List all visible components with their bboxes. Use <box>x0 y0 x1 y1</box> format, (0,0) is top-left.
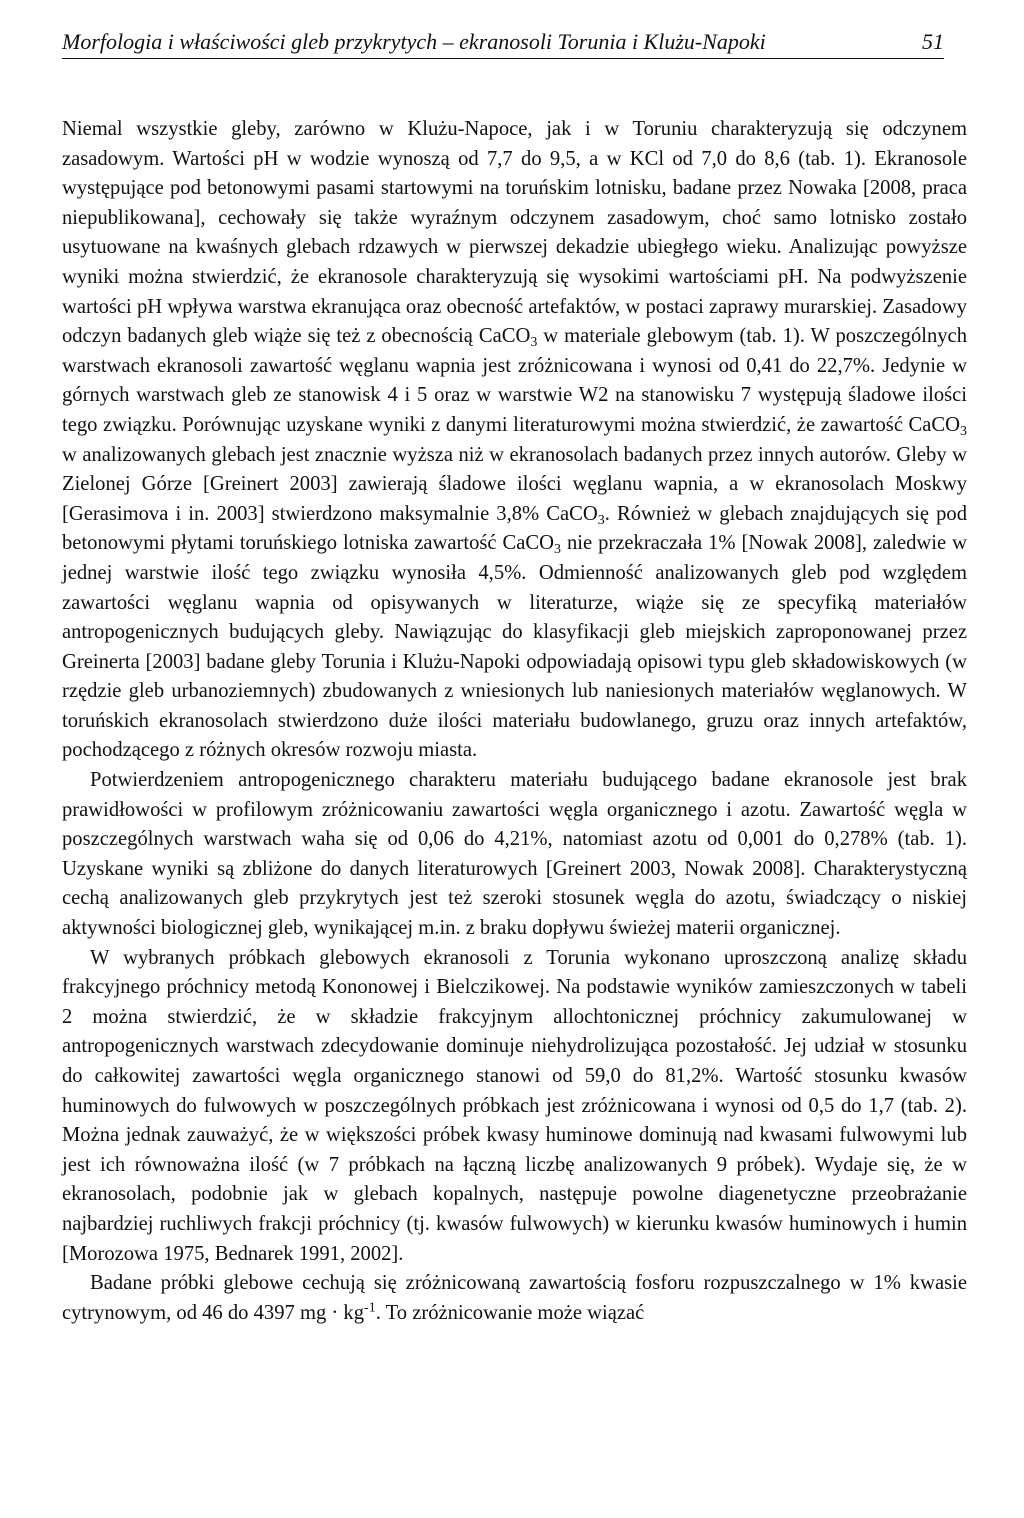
text-segment: w analizowanych glebach jest znacznie wyższa niż w ekranosolach badanych przez innych autorów. Gleby w Zielonej Górze [Greinert 2003] zawierają śladowe ilości węglanu wapnia, a w ekranosolach Moskwy [Gerasimova i in. 2003] stwierdzono maksymalnie 3,8% CaCO <box>62 443 967 525</box>
text-segment: Badane próbki glebowe cechują się zróżnicowaną zawartością fosforu rozpuszczalnego w 1% kwasie cytrynowym, od 46 do 4397 mg · kg <box>62 1272 967 1324</box>
subscript: 3 <box>530 335 538 351</box>
document-page <box>62 28 967 1498</box>
running-title: Morfologia i właściwości gleb przykrytych – ekranosoli Torunia i Klużu-Napoki <box>62 29 766 54</box>
subscript: 3 <box>554 542 561 558</box>
text-segment: Potwierdzeniem antropogenicznego charakteru materiału budującego badane ekranosole jest brak prawidłowości w profilowym zróżnicowaniu zawartości węgla organicznego i azotu. Zawartość węgla w poszczególnych warstwach waha się od 0,06 do 4,21%, natomiast azotu od 0,001 do 0,278% (tab. 1). Uzyskane wyniki są zbliżone do danych literaturowych [Greinert 2003, Nowak 2008]. Charakterystyczną cechą analizowanych gleb przykrytych jest też szeroki stosunek węgla do azotu, świadczący o niskiej aktywności biologicznej gleb, wynikającej m.in. z braku dopływu świeżej materii organicznej. <box>62 769 967 940</box>
text-segment: W wybranych próbkach glebowych ekranosoli z Torunia wykonano uproszczoną analizę składu frakcyjnego próchnicy metodą Kononowej i Bielczikowej. Na podstawie wyników zamieszczonych w tabeli 2 można stwierdzić, że w składzie frakcyjnym allochtonicznej próchnicy zakumulowanej w antropogenicznych warstwach zdecydowanie dominuje niehydrolizująca pozostałość. Jej udział w stosunku do całkowitej zawartości węgla organicznego stanowi od 59,0 do 81,2%. Wartość stosunku kwasów huminowych do fulwowych w poszczególnych próbkach jest zróżnicowana i wynosi od 0,5 do 1,7 (tab. 2). Można jednak zauważyć, że w większości próbek kwasy huminowe dominują nad kwasami fulwowymi lub jest ich równoważna ilość (w 7 próbkach na łączną liczbę analizowanych 9 próbek). Wydaje się, że w ekranosolach, podobnie jak w glebach kopalnych, następuje powolne diagenetyczne przeobrażanie najbardziej ruchliwych frakcji próchnicy (tj. kwasów fulwowych) w kierunku kwasów huminowych i humin [Morozowa 1975, Bednarek 1991, 2002]. <box>62 946 967 1265</box>
text-segment: . To zróżnicowanie może wiązać <box>375 1301 645 1324</box>
running-header <box>62 28 944 59</box>
paragraph-2 <box>62 766 967 944</box>
page-number: 51 <box>922 29 944 54</box>
body-text <box>62 115 967 1328</box>
paragraph-1 <box>62 115 967 766</box>
text-segment: Niemal wszystkie gleby, zarówno w Klużu-Napoce, jak i w Toruniu charakteryzują się odczynem zasadowym. Wartości pH w wodzie wynoszą od 7,7 do 9,5, a w KCl od 7,0 do 8,6 (tab. 1). Ekranosole występujące pod betonowymi pasami startowymi na toruńskim lotnisku, badane przez Nowaka [2008, praca niepublikowana], cechowały się także wyraźnym odczynem zasadowym, choć samo lotnisko zostało usytuowane na kwaśnych glebach rdzawych w pierwszej dekadzie ubiegłego wieku. Analizując powyższe wyniki można stwierdzić, że ekranosole charakteryzują się wysokimi wartościami pH. Na podwyższenie wartości pH wpływa warstwa ekranująca oraz obecność artefaktów, w postaci zaprawy murarskiej. Zasadowy odczyn badanych gleb wiąże się też z obecnością CaCO <box>62 118 967 348</box>
paragraph-3 <box>62 944 967 1270</box>
subscript: 3 <box>960 424 967 440</box>
subscript: 3 <box>597 512 605 528</box>
paragraph-4 <box>62 1269 967 1328</box>
text-segment: . Również w glebach znajdujących się pod betonowymi płytami toruńskiego lotniska zawartość CaCO <box>62 502 967 555</box>
superscript: -1 <box>364 1300 376 1316</box>
text-segment: nie przekraczała 1% [Nowak 2008], zaledwie w jednej warstwie ilość tego związku wynosiła 4,5%. Odmienność analizowanych gleb pod względem zawartości węglanu wapnia od opisywanych w literaturze, wiąże się ze specyfiką materiałów antropogenicznych budujących gleby. Nawiązując do klasyfikacji gleb miejskich zaproponowanej przez Greinerta [2003] badane gleby Torunia i Klużu-Napoki odpowiadają opisowi typu gleb składowiskowych (w rzędzie gleb urbanoziemnych) zbudowanych z wniesionych lub naniesionych materiałów węglanowych. W toruńskich ekranosolach stwierdzono duże ilości materiału budowlanego, gruzu oraz innych artefaktów, pochodzącego z różnych okresów rozwoju miasta. <box>62 532 968 762</box>
text-segment: w materiale glebowym (tab. 1). W poszczególnych warstwach ekranosoli zawartość węglanu wapnia jest zróżnicowana i wynosi od 0,41 do 22,7%. Jedynie w górnych warstwach gleb ze stanowisk 4 i 5 oraz w warstwie W2 na stanowisku 7 występują śladowe ilości tego związku. Porównując uzyskane wyniki z danymi literaturowymi można stwierdzić, że zawartość CaCO <box>62 325 967 436</box>
